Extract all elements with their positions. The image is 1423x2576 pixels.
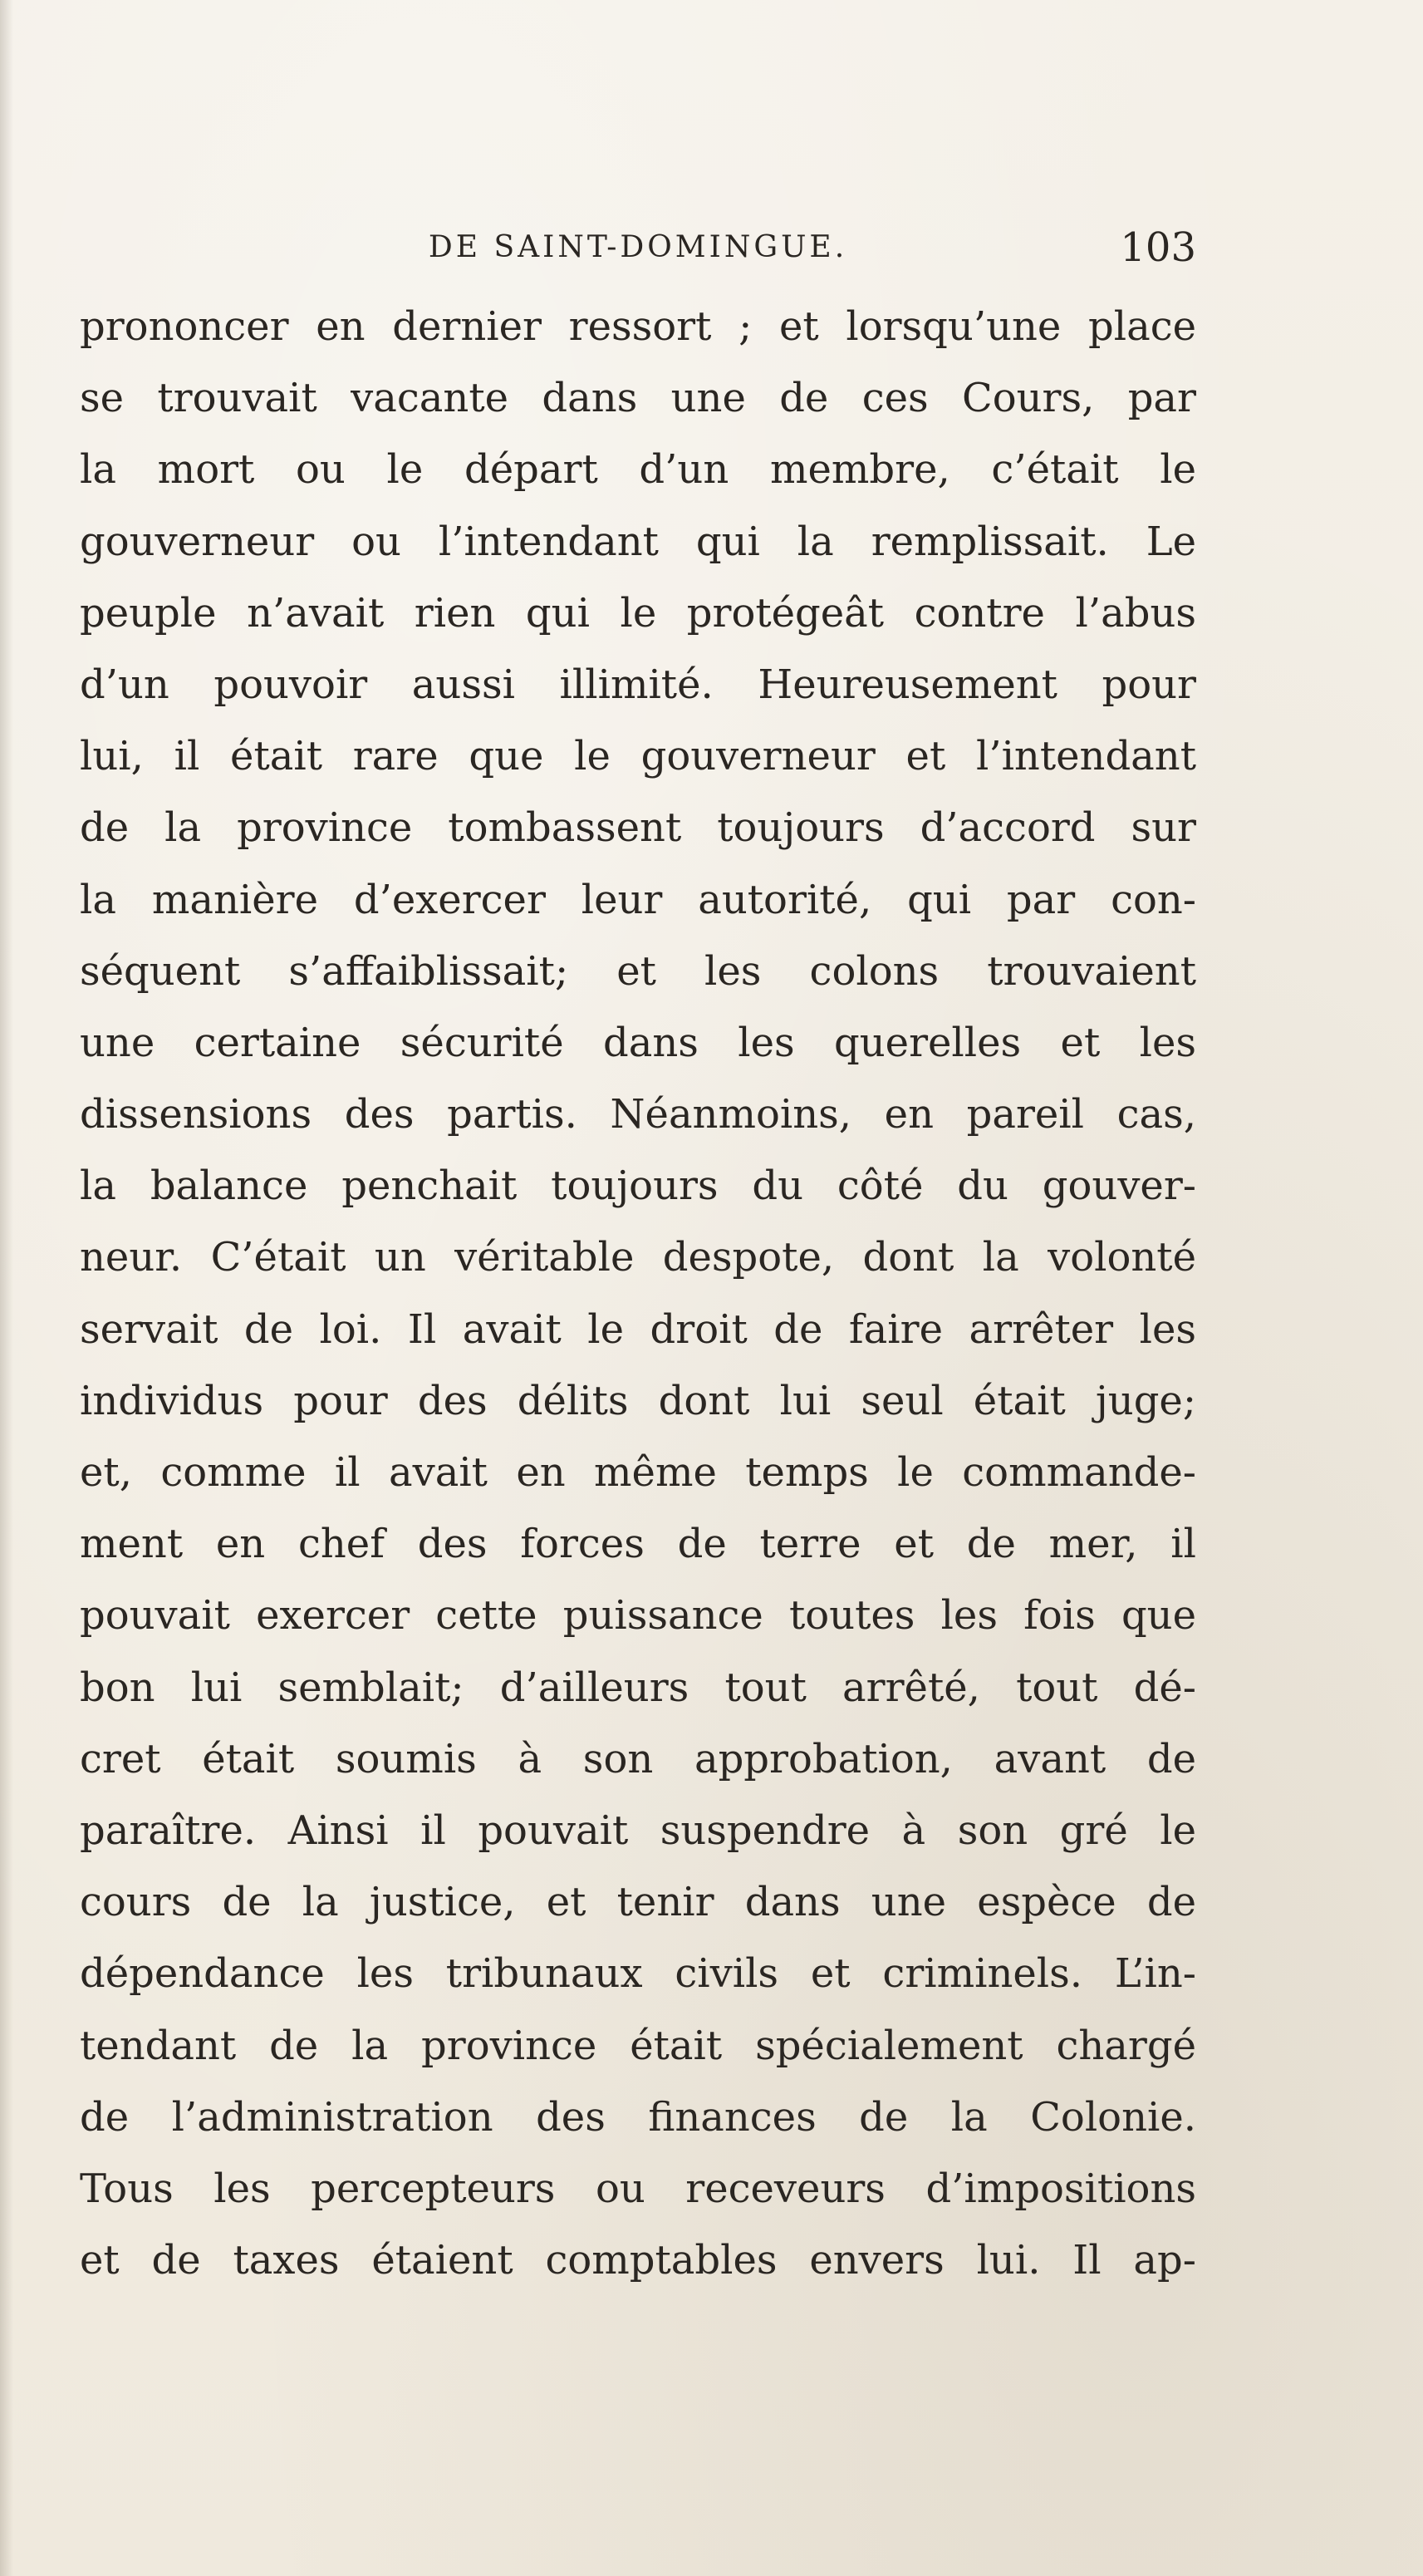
text-line: gouverneur ou l’intendant qui la remplissait. Le <box>80 518 1196 565</box>
text-line: servait de loi. Il avait le droit de faire arrêter les <box>80 1305 1196 1353</box>
text-line: la manière d’exercer leur autorité, qui par con- <box>80 876 1196 923</box>
text-line: dissensions des partis. Néanmoins, en pareil cas, <box>80 1091 1196 1138</box>
text-line: se trouvait vacante dans une de ces Cours, par <box>80 375 1196 422</box>
text-line: dépendance les tribunaux civils et criminels. L’in- <box>80 1950 1196 1998</box>
text-line: séquent s’affaiblissait; et les colons trouvaient <box>80 947 1196 995</box>
text-line: paraître. Ainsi il pouvait suspendre à son gré le <box>80 1807 1196 1854</box>
text-line: de la province tombassent toujours d’accord sur <box>80 804 1196 852</box>
text-line: cours de la justice, et tenir dans une espèce de <box>80 1879 1196 1926</box>
body-text <box>80 291 1196 2296</box>
text-line: prononcer en dernier ressort ; et lorsqu’une place <box>80 303 1196 350</box>
text-line: pouvait exercer cette puissance toutes les fois que <box>80 1592 1196 1639</box>
text-line: de l’administration des finances de la Colonie. <box>80 2093 1196 2141</box>
text-line: la balance penchait toujours du côté du gouver- <box>80 1163 1196 1210</box>
running-head-title: DE SAINT-DOMINGUE. <box>428 230 848 264</box>
text-line: ment en chef des forces de terre et de mer, il <box>80 1521 1196 1568</box>
text-line: Tous les percepteurs ou receveurs d’impositions <box>80 2165 1196 2212</box>
text-line: cret était soumis à son approbation, avant de <box>80 1735 1196 1782</box>
text-line: la mort ou le départ d’un membre, c’était le <box>80 446 1196 494</box>
text-line: et, comme il avait en même temps le commande- <box>80 1449 1196 1496</box>
page-gutter-shadow <box>0 0 13 2576</box>
text-line: individus pour des délits dont lui seul était juge; <box>80 1377 1196 1424</box>
page-number: 103 <box>1120 224 1196 271</box>
text-line: tendant de la province était spécialement chargé <box>80 2022 1196 2069</box>
text-line: et de taxes étaient comptables envers lui. Il ap- <box>80 2237 1196 2284</box>
text-line: neur. C’était un véritable despote, dont la volonté <box>80 1234 1196 1281</box>
text-line: bon lui semblait; d’ailleurs tout arrêté, tout dé- <box>80 1664 1196 1711</box>
running-head <box>80 223 1196 273</box>
text-line: d’un pouvoir aussi illimité. Heureusement pour <box>80 661 1196 708</box>
text-line: lui, il était rare que le gouverneur et l’intendant <box>80 733 1196 780</box>
text-line: une certaine sécurité dans les querelles et les <box>80 1019 1196 1066</box>
text-line: peuple n’avait rien qui le protégeât contre l’abus <box>80 589 1196 637</box>
